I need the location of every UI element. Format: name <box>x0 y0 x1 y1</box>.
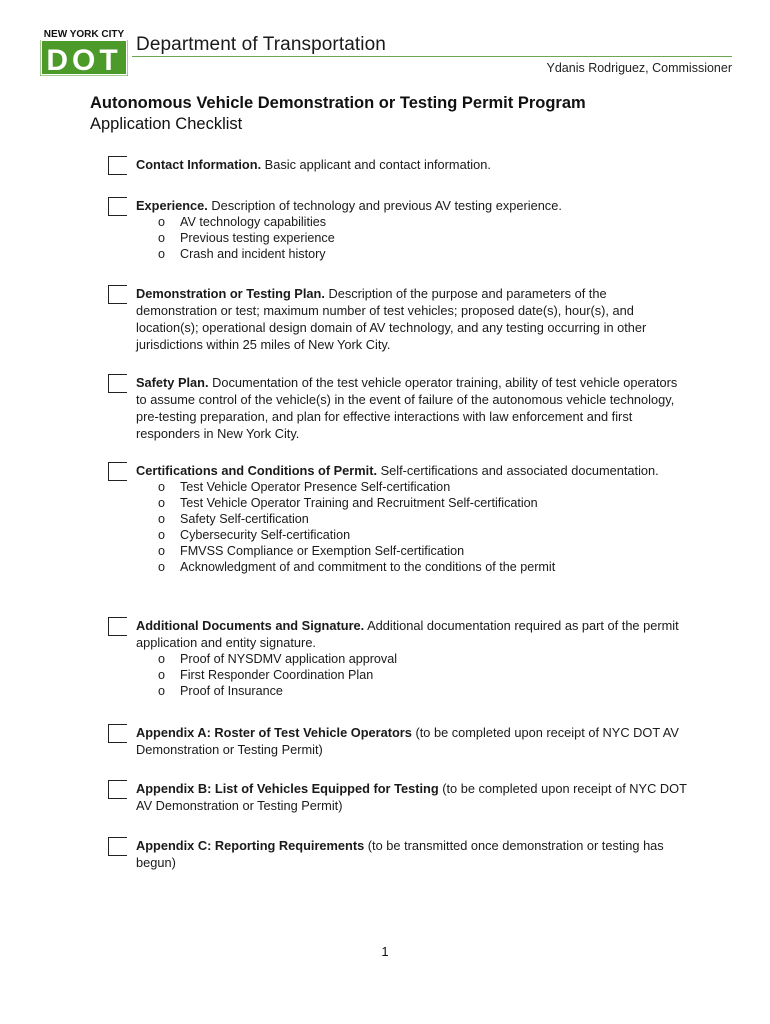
page-number: 1 <box>381 944 389 959</box>
item-heading: Certifications and Conditions of Permit. <box>136 463 378 478</box>
item-paragraph <box>136 197 688 214</box>
item-paragraph <box>136 374 688 442</box>
item-text: Description of the purpose and parameters of the demonstration or test; maximum number of test vehicles; proposed date(s), hour(s), and location(s); operational design domain of AV technology, and any testing occurring in other jurisdictions within 25 miles of New York City. <box>136 286 647 352</box>
item-text: Documentation of the test vehicle operator training, ability of test vehicle operators to assume control of the vehicle(s) in the event of failure of the autonomous vehicle technology, pre-testing preparation, and plan for effective interactions with law enforcement and first responders in New York City. <box>136 375 678 441</box>
list-item: o Safety Self-certification <box>158 512 309 526</box>
checkbox[interactable] <box>108 617 127 636</box>
checkbox[interactable] <box>108 374 127 393</box>
item-paragraph <box>136 724 688 758</box>
sub-list <box>136 214 688 262</box>
item-text: Self-certifications and associated documentation. <box>377 463 659 478</box>
checkbox[interactable] <box>108 724 127 743</box>
bullet: o <box>158 231 166 245</box>
bullet: o <box>158 560 166 574</box>
item-text: Basic applicant and contact information. <box>261 157 491 172</box>
list-item: o Cybersecurity Self-certification <box>158 528 351 542</box>
checkbox[interactable] <box>108 462 127 481</box>
bullet: o <box>158 496 166 510</box>
bullet: o <box>158 215 166 229</box>
bullet: o <box>158 512 166 526</box>
item-paragraph <box>136 285 688 353</box>
item-heading: Experience. <box>136 198 208 213</box>
checklist-item-appendix-b <box>108 780 688 814</box>
checkbox[interactable] <box>108 285 127 304</box>
item-heading: Demonstration or Testing Plan. <box>136 286 325 301</box>
bullet: o <box>158 544 166 558</box>
nyc-dot-logo <box>40 26 128 76</box>
list-item: o Proof of Insurance <box>158 684 283 698</box>
item-paragraph <box>136 156 688 173</box>
item-text: (to be completed upon receipt of NYC DOT AV Demonstration or Testing Permit) <box>136 781 687 813</box>
svg-text:NEW YORK CITY: NEW YORK CITY <box>43 29 125 40</box>
item-heading: Appendix A: Roster of Test Vehicle Operators <box>136 725 412 740</box>
checkbox[interactable] <box>108 156 127 175</box>
item-paragraph <box>136 837 688 871</box>
sub-list <box>136 651 688 699</box>
checkbox[interactable] <box>108 197 127 216</box>
sub-list <box>136 479 688 575</box>
checklist-item-certifications <box>108 462 688 575</box>
list-item: o Test Vehicle Operator Presence Self-certification <box>158 480 451 494</box>
list-item: o Test Vehicle Operator Training and Recruitment Self-certification <box>158 496 538 510</box>
checklist-item-additional-documents <box>108 617 688 699</box>
list-item: o Acknowledgment of and commitment to the conditions of the permit <box>158 560 556 574</box>
bullet: o <box>158 528 166 542</box>
checklist-item-appendix-a <box>108 724 688 758</box>
checklist-item-demonstration-plan <box>108 285 688 353</box>
item-heading: Safety Plan. <box>136 375 209 390</box>
commissioner-name: Ydanis Rodriguez, Commissioner <box>546 61 732 75</box>
item-text: Description of technology and previous AV testing experience. <box>207 198 562 213</box>
item-paragraph <box>136 617 688 651</box>
item-paragraph <box>136 780 688 814</box>
list-item: o AV technology capabilities <box>158 215 327 229</box>
bullet: o <box>158 480 166 494</box>
item-heading: Appendix B: List of Vehicles Equipped for Testing <box>136 781 439 796</box>
item-heading: Appendix C: Reporting Requirements <box>136 838 365 853</box>
checklist-item-safety-plan <box>108 374 688 442</box>
svg-text:DOT: DOT <box>46 44 122 76</box>
list-item: o First Responder Coordination Plan <box>158 668 374 682</box>
bullet: o <box>158 247 166 261</box>
item-paragraph <box>136 462 688 479</box>
item-heading: Additional Documents and Signature. <box>136 618 365 633</box>
list-item: o Previous testing experience <box>158 231 335 245</box>
item-text: (to be transmitted once demonstration or testing has begun) <box>136 838 664 870</box>
department-name: Department of Transportation <box>136 34 386 55</box>
checklist-item-contact <box>108 156 688 173</box>
item-text: (to be completed upon receipt of NYC DOT AV Demonstration or Testing Permit) <box>136 725 679 757</box>
list-item: o Proof of NYSDMV application approval <box>158 652 398 666</box>
bullet: o <box>158 684 166 698</box>
list-item: o FMVSS Compliance or Exemption Self-certification <box>158 544 465 558</box>
bullet: o <box>158 652 166 666</box>
document-title: Autonomous Vehicle Demonstration or Testing Permit Program <box>90 94 586 112</box>
checkbox[interactable] <box>108 780 127 799</box>
checklist-item-experience <box>108 197 688 262</box>
document-subtitle: Application Checklist <box>90 115 243 133</box>
checklist-item-appendix-c <box>108 837 688 871</box>
dot-logo-graphic <box>40 26 128 76</box>
item-heading: Contact Information. <box>136 157 262 172</box>
item-text: Additional documentation required as part of the permit application and entity signature. <box>136 618 679 650</box>
header-rule <box>132 56 732 57</box>
checkbox[interactable] <box>108 837 127 856</box>
bullet: o <box>158 668 166 682</box>
list-item: o Crash and incident history <box>158 247 326 261</box>
